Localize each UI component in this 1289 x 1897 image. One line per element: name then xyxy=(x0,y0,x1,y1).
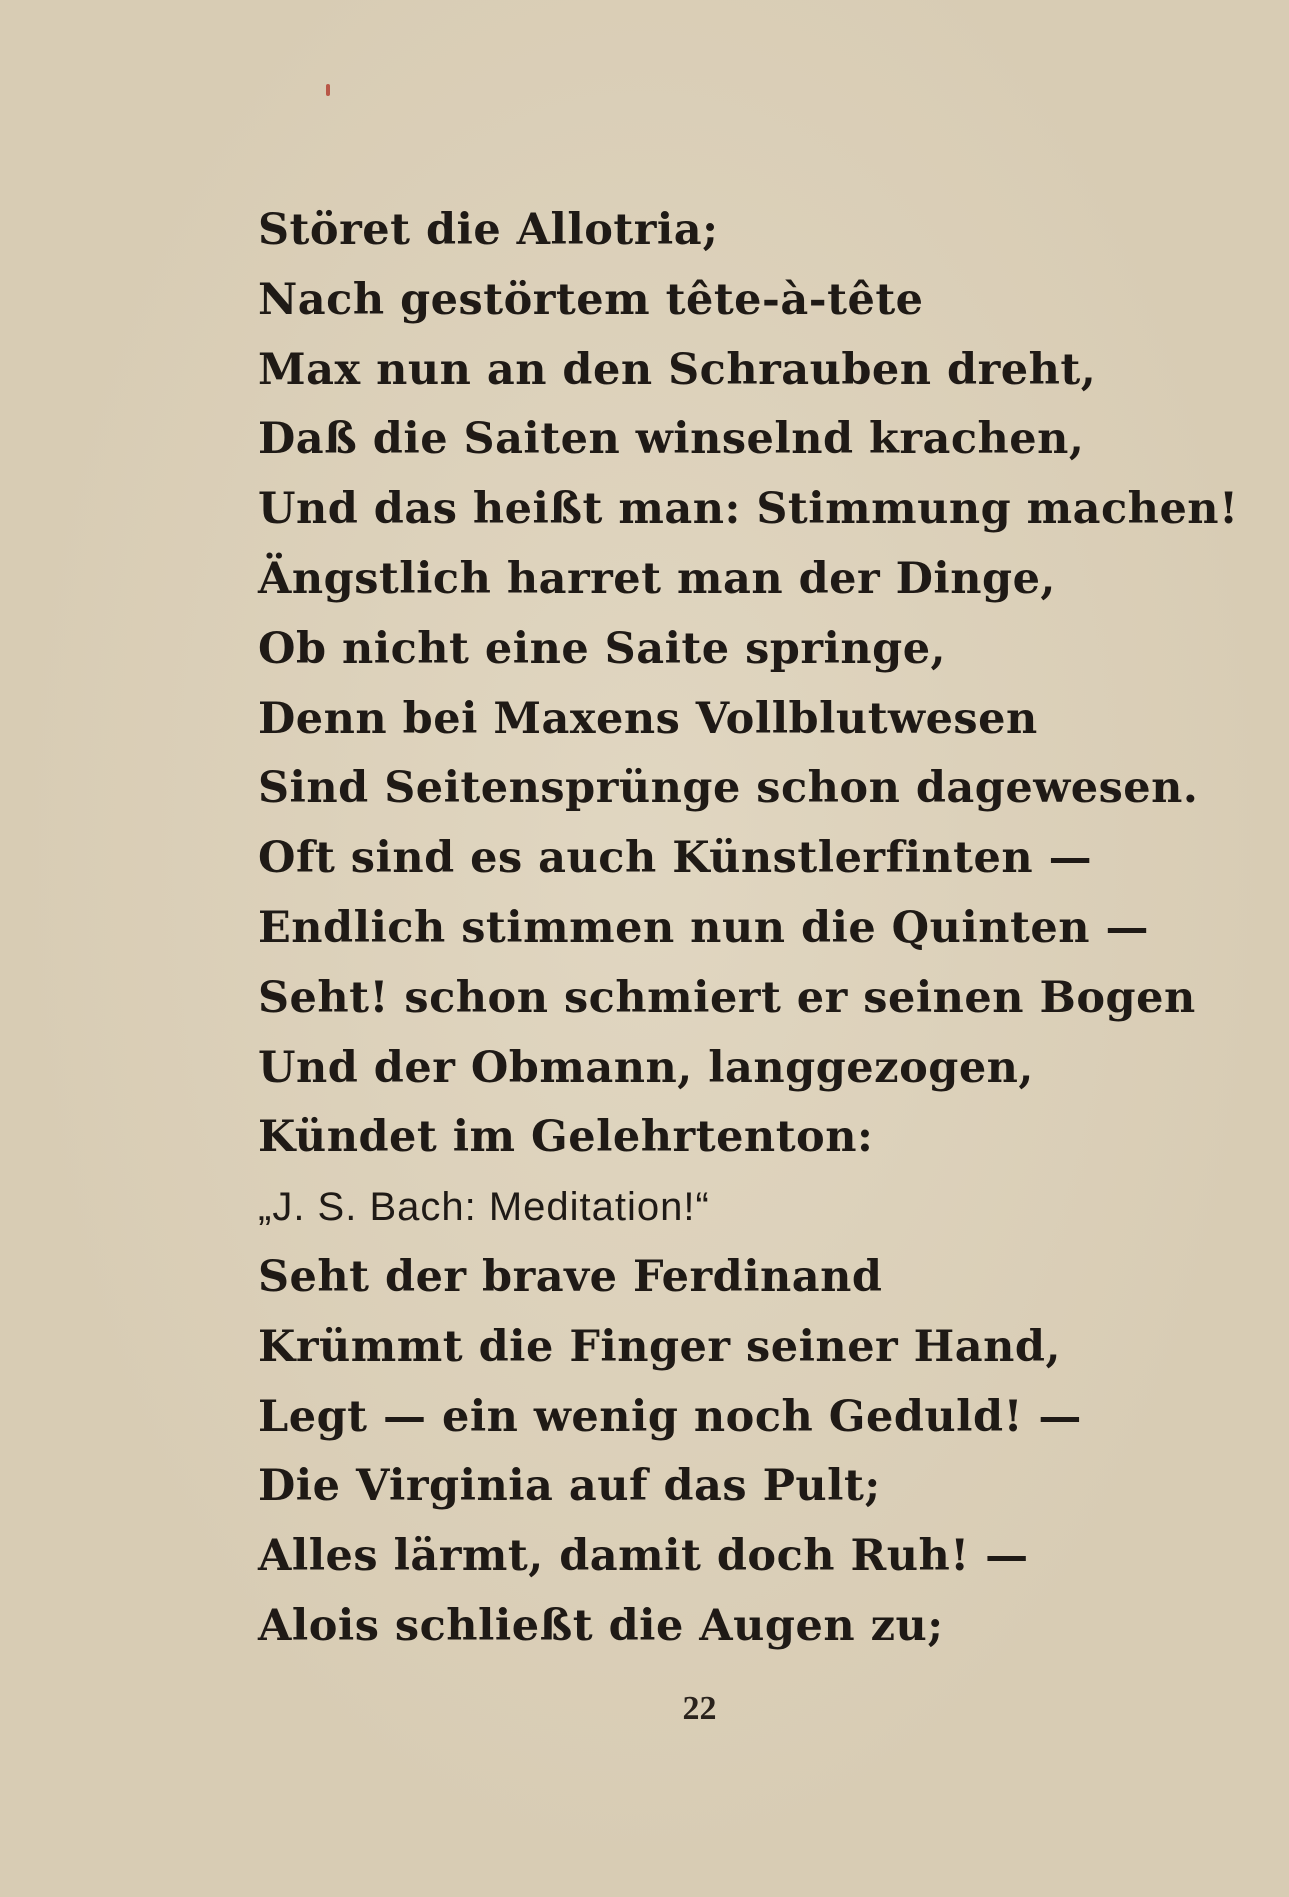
poem-line: Endlich stimmen nun die Quinten — xyxy=(258,902,1149,953)
poem-line: Und das heißt man: Stimmung machen! xyxy=(258,484,1239,535)
poem-line: Sind Seitensprünge schon dagewesen. xyxy=(258,763,1199,814)
ink-speck xyxy=(326,84,330,96)
poem-line: Oft sind es auch Künstlerfinten — xyxy=(258,833,1093,884)
poem-line: Daß die Saiten winselnd krachen, xyxy=(258,414,1085,465)
poem-line: Kündet im Gelehrtenton: xyxy=(258,1112,874,1163)
poem-line: Seht der brave Ferdinand xyxy=(258,1251,883,1302)
poem-line: Störet die Allotria; xyxy=(258,205,719,255)
page-number: 22 xyxy=(682,1690,717,1727)
poem-line: Seht! schon schmiert er seinen Bogen xyxy=(258,972,1196,1023)
poem-line: Ängstlich harret man der Dinge, xyxy=(258,553,1056,604)
poem-line: Ob nicht eine Saite springe, xyxy=(258,623,947,674)
poem-text xyxy=(258,196,1238,1662)
poem-line: Die Virginia auf das Pult; xyxy=(258,1461,881,1512)
poem-line: Alles lärmt, damit doch Ruh! — xyxy=(258,1531,1029,1582)
poem-line: Nach gestörtem tête-à-tête xyxy=(258,274,924,325)
poem-line: Max nun an den Schrauben dreht, xyxy=(258,344,1097,395)
poem-line: Alois schließt die Augen zu; xyxy=(258,1600,944,1651)
poem-line: Denn bei Maxens Vollblutwesen xyxy=(258,693,1038,744)
poem-line: Legt — ein wenig noch Geduld! — xyxy=(258,1391,1082,1442)
poem-line-title-quote: „J. S. Bach: Meditation!“ xyxy=(258,1185,710,1230)
poem-line: Krümmt die Finger seiner Hand, xyxy=(258,1321,1061,1372)
poem-line: Und der Obmann, langgezogen, xyxy=(258,1042,1034,1093)
